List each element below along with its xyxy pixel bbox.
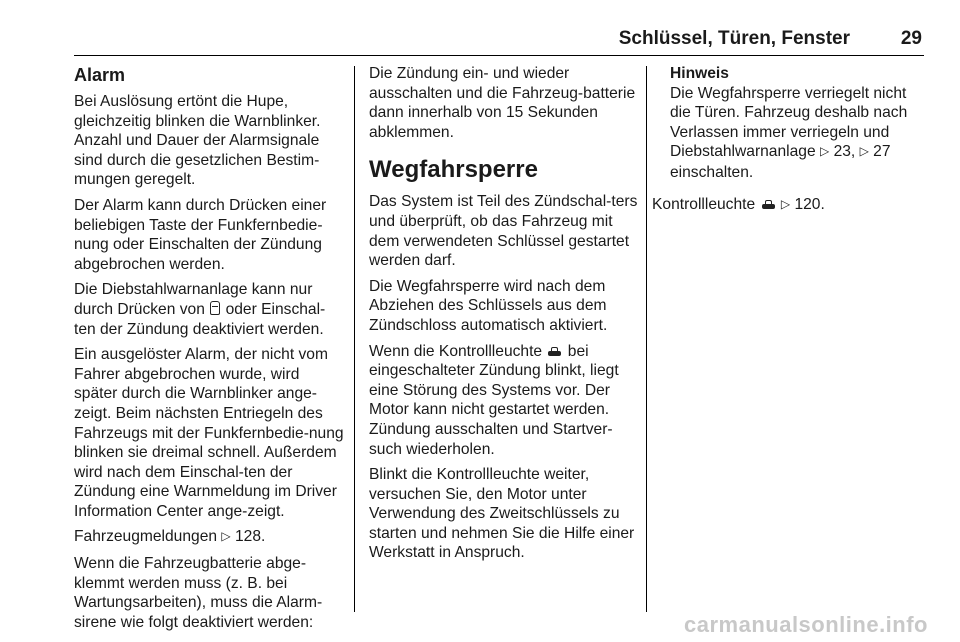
header-rule <box>74 55 924 56</box>
page-reference-icon: ▷ <box>221 529 231 544</box>
watermark: carmanualsonline.info <box>684 612 928 637</box>
paragraph: Ein ausgelöster Alarm, der nicht vom Fahrer abgebrochen wurde, wird später durch die Warnblinker ange-zeigt. Beim nächsten Entriegeln des Fahrzeugs mit der Funkfernbedie-nung blinken sie dreimal schnell. Außerdem wird nach dem Einschal-ten der Zündung eine Warnmeldung im Driver Information Center ange-zeigt. <box>74 346 344 520</box>
column-divider-1 <box>354 66 355 612</box>
note-box <box>670 64 922 183</box>
column-divider-2 <box>646 66 647 612</box>
header-title: Schlüssel, Türen, Fenster <box>618 28 850 49</box>
column-3 <box>652 64 922 221</box>
paragraph <box>74 280 344 339</box>
paragraph-reference <box>652 195 922 216</box>
paragraph: Die Zündung ein- und wieder ausschalten und die Fahrzeug-batterie dann innerhalb von 15 Sekunden abklemmen. <box>369 65 636 141</box>
note-title: Hinweis <box>670 65 729 82</box>
key-fob-unlock-icon <box>210 301 220 315</box>
paragraph: Blinkt die Kontrollleuchte weiter, versuchen Sie, den Motor unter Verwendung des Zweitschlüssels zu starten und nehmen Sie die Hilfe einer Werkstatt in Anspruch. <box>369 466 635 562</box>
page-reference[interactable]: 27 <box>873 143 891 161</box>
text-fragment: einschalten. <box>670 163 754 181</box>
immobilizer-car-key-icon <box>762 200 775 210</box>
reference-text: Fahrzeugmeldungen <box>74 528 218 546</box>
text-fragment: bei eingeschalteter Zündung blinkt, liegt eine Störung des Systems vor. Der Motor kann nicht gestartet werden. Zündung ausschalten und Startver-such wiederholen. <box>369 342 619 458</box>
page-reference[interactable]: 120. <box>794 195 825 213</box>
paragraph: Die Wegfahrsperre wird nach dem Abziehen des Schlüssels aus dem Zündschloss automatisch aktiviert. <box>369 277 608 334</box>
text-fragment: Wenn die Kontrollleuchte <box>369 342 543 360</box>
page-number: 29 <box>900 28 922 49</box>
section-heading-wegfahrsperre: Wegfahrsperre <box>369 156 538 184</box>
text-fragment: Die Diebstahlwarnanlage kann nur durch Drücken von <box>74 281 313 318</box>
paragraph: Der Alarm kann durch Drücken einer beliebigen Taste der Funkfernbedie-nung oder Einschalten der Zündung abgebrochen werden. <box>74 196 327 273</box>
text-fragment: Die Wegfahrsperre verriegelt nicht die Türen. Fahrzeug deshalb nach Verlassen immer verriegeln und Diebstahlwarnanlage <box>670 84 908 161</box>
column-2 <box>369 64 639 569</box>
page-reference-icon: ▷ <box>859 144 869 159</box>
column-1 <box>74 64 344 638</box>
paragraph: Bei Auslösung ertönt die Hupe, gleichzeitig blinken die Warnblinker. Anzahl und Dauer der Alarmsignale sind durch die gesetzlichen Bestim-mungen geregelt. <box>74 93 321 189</box>
page-reference-icon: ▷ <box>819 144 830 159</box>
page-reference[interactable]: 128. <box>234 528 266 546</box>
paragraph <box>369 342 639 460</box>
paragraph: Das System ist Teil des Zündschal-ters und überprüft, ob das Fahrzeug mit dem verwendeten Schlüssel gestartet werden darf. <box>369 193 638 270</box>
immobilizer-car-key-icon <box>548 347 561 357</box>
section-heading-alarm: Alarm <box>74 65 126 85</box>
page-reference-icon: ▷ <box>780 196 791 211</box>
paragraph: Wenn die Fahrzeugbatterie abge-klemmt werden muss (z. B. bei Wartungsarbeiten), muss die Alarm-sirene wie folgt deaktiviert werden: <box>74 555 323 631</box>
text-fragment: oder Einschal-ten der Zündung deaktiviert werden. <box>74 300 326 338</box>
page-reference[interactable]: 23, <box>833 143 856 161</box>
note-text <box>670 84 922 183</box>
reference-text: Kontrollleuchte <box>652 195 756 213</box>
paragraph-reference <box>74 527 344 548</box>
